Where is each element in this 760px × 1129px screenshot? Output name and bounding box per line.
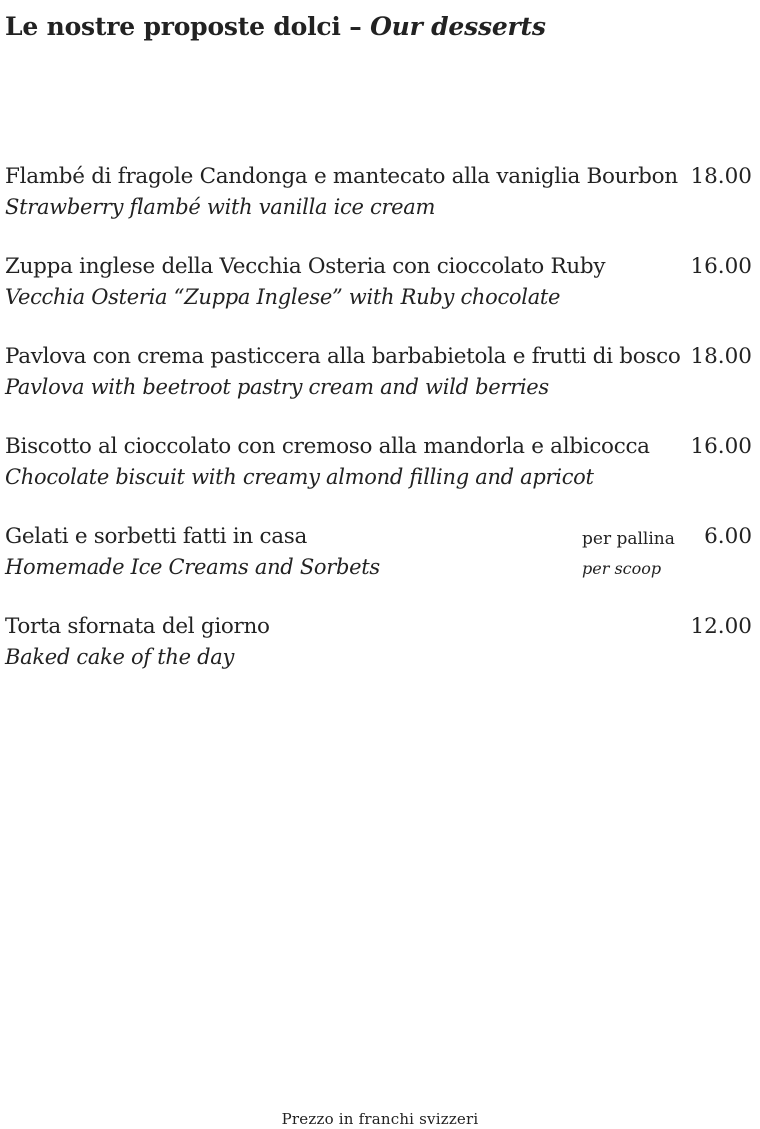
dish-name-english: Strawberry flambé with vanilla ice cream bbox=[5, 195, 436, 219]
dish-name-english: Pavlova with beetroot pastry cream and wild berries bbox=[5, 375, 549, 399]
currency-note: Prezzo in franchi svizzeri bbox=[281, 1110, 479, 1128]
dish-price: 18.00 bbox=[690, 344, 752, 369]
dish-name-italian: Flambé di fragole Candonga e mantecato alla vaniglia Bourbon bbox=[5, 164, 678, 189]
menu-item bbox=[5, 612, 752, 702]
dish-price: 18.00 bbox=[690, 164, 752, 189]
dish-name-english: Chocolate biscuit with creamy almond filling and apricot bbox=[5, 465, 594, 489]
dish-name-english: Homemade Ice Creams and Sorbets bbox=[5, 555, 380, 579]
page-title bbox=[5, 12, 546, 41]
dish-price: 12.00 bbox=[690, 614, 752, 639]
dish-name-italian: Biscotto al cioccolato con cremoso alla mandorla e albicocca bbox=[5, 434, 650, 459]
dish-name-english: Vecchia Osteria “Zuppa Inglese” with Ruby chocolate bbox=[5, 285, 561, 309]
dish-price: 16.00 bbox=[690, 254, 752, 279]
dish-name-italian: Zuppa inglese della Vecchia Osteria con cioccolato Ruby bbox=[5, 254, 606, 279]
dessert-menu-list bbox=[5, 162, 752, 702]
dish-name-italian: Pavlova con crema pasticcera alla barbabietola e frutti di bosco bbox=[5, 344, 681, 369]
title-english: Our desserts bbox=[370, 12, 546, 41]
dish-price: 6.00 bbox=[704, 524, 752, 549]
menu-item bbox=[5, 522, 752, 612]
menu-item bbox=[5, 252, 752, 342]
menu-item bbox=[5, 432, 752, 522]
title-separator: – bbox=[349, 12, 362, 41]
dish-name-english: Baked cake of the day bbox=[5, 645, 235, 669]
dish-name-italian: Gelati e sorbetti fatti in casa bbox=[5, 524, 307, 549]
title-italian: Le nostre proposte dolci bbox=[5, 12, 341, 41]
dish-name-italian: Torta sfornata del giorno bbox=[5, 614, 270, 639]
unit-label-english: per scoop bbox=[582, 559, 662, 578]
unit-label-italian: per pallina bbox=[582, 529, 675, 549]
dish-price: 16.00 bbox=[690, 434, 752, 459]
menu-item bbox=[5, 162, 752, 252]
menu-item bbox=[5, 342, 752, 432]
